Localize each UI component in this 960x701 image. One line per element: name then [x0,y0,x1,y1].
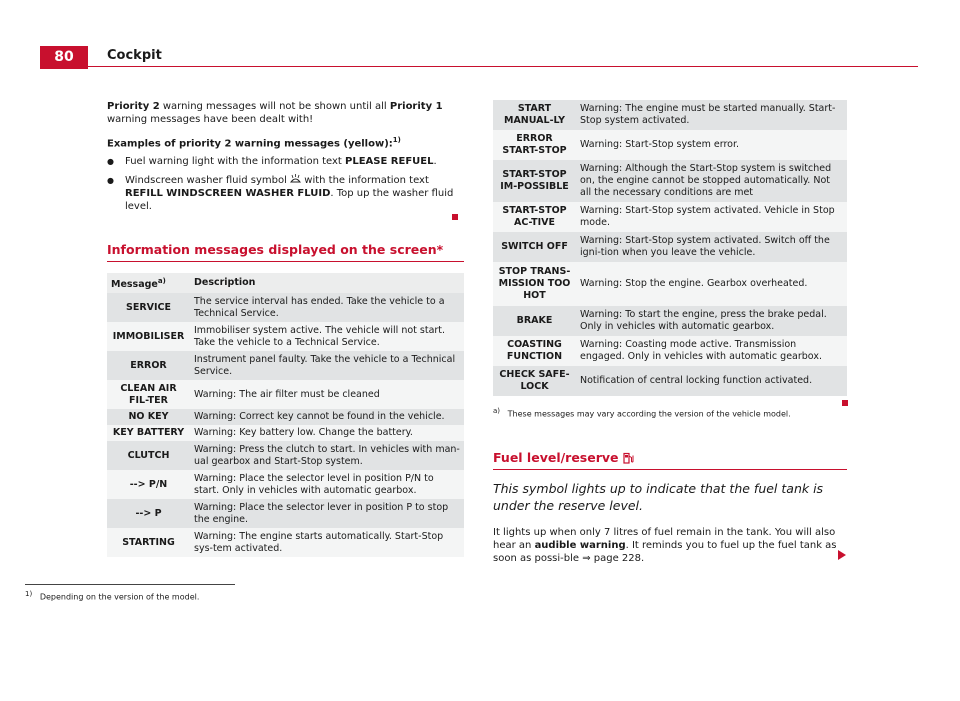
messages-table-right [493,100,847,396]
table-row: STOP TRANS-MISSION TOO HOT Warning: Stop the engine. Gearbox overheated. [493,262,847,306]
table-row: STARTING Warning: The engine starts automatically. Start-Stop sys-tem activated. [107,528,464,557]
priority-intro: Priority 2 warning messages will not be shown until all Priority 1 warning messages have been dealt with! [107,101,443,125]
table-row: --> P Warning: Place the selector lever in position P to stop the engine. [107,499,464,528]
table-row: SWITCH OFF Warning: Start-Stop system activated. Switch off the igni-tion when you leave the vehicle. [493,232,847,262]
washer-fluid-icon [290,174,301,184]
fuel-lead: This symbol lights up to indicate that the fuel tank is under the reserve level. [493,480,824,513]
table-row: START-STOP AC-TIVE Warning: Start-Stop system activated. Vehicle in Stop mode. [493,202,847,232]
page-number: 80 [40,46,88,69]
column-header-description: Description [190,273,464,293]
section-end-marker [452,214,458,220]
section-end-marker [842,400,848,406]
table-row: NO KEY Warning: Correct key cannot be found in the vehicle. [107,409,464,425]
left-column [107,100,464,557]
table-row: START-STOP IM-POSSIBLE Warning: Although the Start-Stop system is switched on, the engine cannot be stopped automatically. Not all the necessary conditions are met [493,160,847,202]
continue-arrow-icon [838,550,846,560]
table-row: SERVICE The service interval has ended. Take the vehicle to a Technical Service. [107,293,464,322]
table-footnote: $^{a)}$ These messages may vary according the version of the vehicle model. [493,407,791,419]
table-row: CLEAN AIR FIL-TER Warning: The air filter must be cleaned [107,380,464,409]
examples-label: Examples of priority 2 warning messages (yellow):$^{1)}$ [107,136,401,150]
fuel-body: It lights up when only 7 litres of fuel remain in the tank. You will also hear an audible warning. It reminds you to fuel up the fuel tank as soon as possi-ble ⇒ page 228. [493,526,837,564]
right-column [493,100,847,573]
page-section-title: Cockpit [107,48,162,63]
table-row: COASTING FUNCTION Warning: Coasting mode active. Transmission engaged. Only in vehicles with automatic gearbox. [493,336,847,366]
fuel-heading: Fuel level/reserve [493,451,847,470]
messages-table-left [107,273,464,557]
table-row: IMMOBILISER Immobiliser system active. The vehicle will not start. Take the vehicle to a Technical Service. [107,322,464,351]
table-row: BRAKE Warning: To start the engine, press the brake pedal. Only in vehicles with automatic gearbox. [493,306,847,336]
bullet-washer: ● Windscreen washer fluid symbol with the information text REFILL WINDSCREEN WASHER FLUID. Top up the washer fluid level. [107,174,464,213]
table-row: CLUTCH Warning: Press the clutch to start. In vehicles with man-ual gearbox and Start-Stop system. [107,441,464,470]
table-header [107,273,464,293]
bullet-refuel: ● Fuel warning light with the information text PLEASE REFUEL. [107,155,464,168]
table-row: KEY BATTERY Warning: Key battery low. Change the battery. [107,425,464,441]
table-row: CHECK SAFE-LOCK Notification of central locking function activated. [493,366,847,396]
table-row: START MANUAL-LY Warning: The engine must be started manually. Start-Stop system activated. [493,100,847,130]
table-row: --> P/N Warning: Place the selector level in position P/N to start. Only in vehicles with automatic gearbox. [107,470,464,499]
header-rule [88,66,918,67]
fuel-pump-icon [623,452,634,464]
footnote: $^{1)}$ Depending on the version of the model. [25,590,200,602]
table-row: ERROR START-STOP Warning: Start-Stop system error. [493,130,847,160]
column-header-message: Message$^{a)}$ [107,273,190,293]
info-messages-heading: Information messages displayed on the screen* [107,243,464,262]
footnote-rule [25,584,235,585]
table-row: ERROR Instrument panel faulty. Take the vehicle to a Technical Service. [107,351,464,380]
